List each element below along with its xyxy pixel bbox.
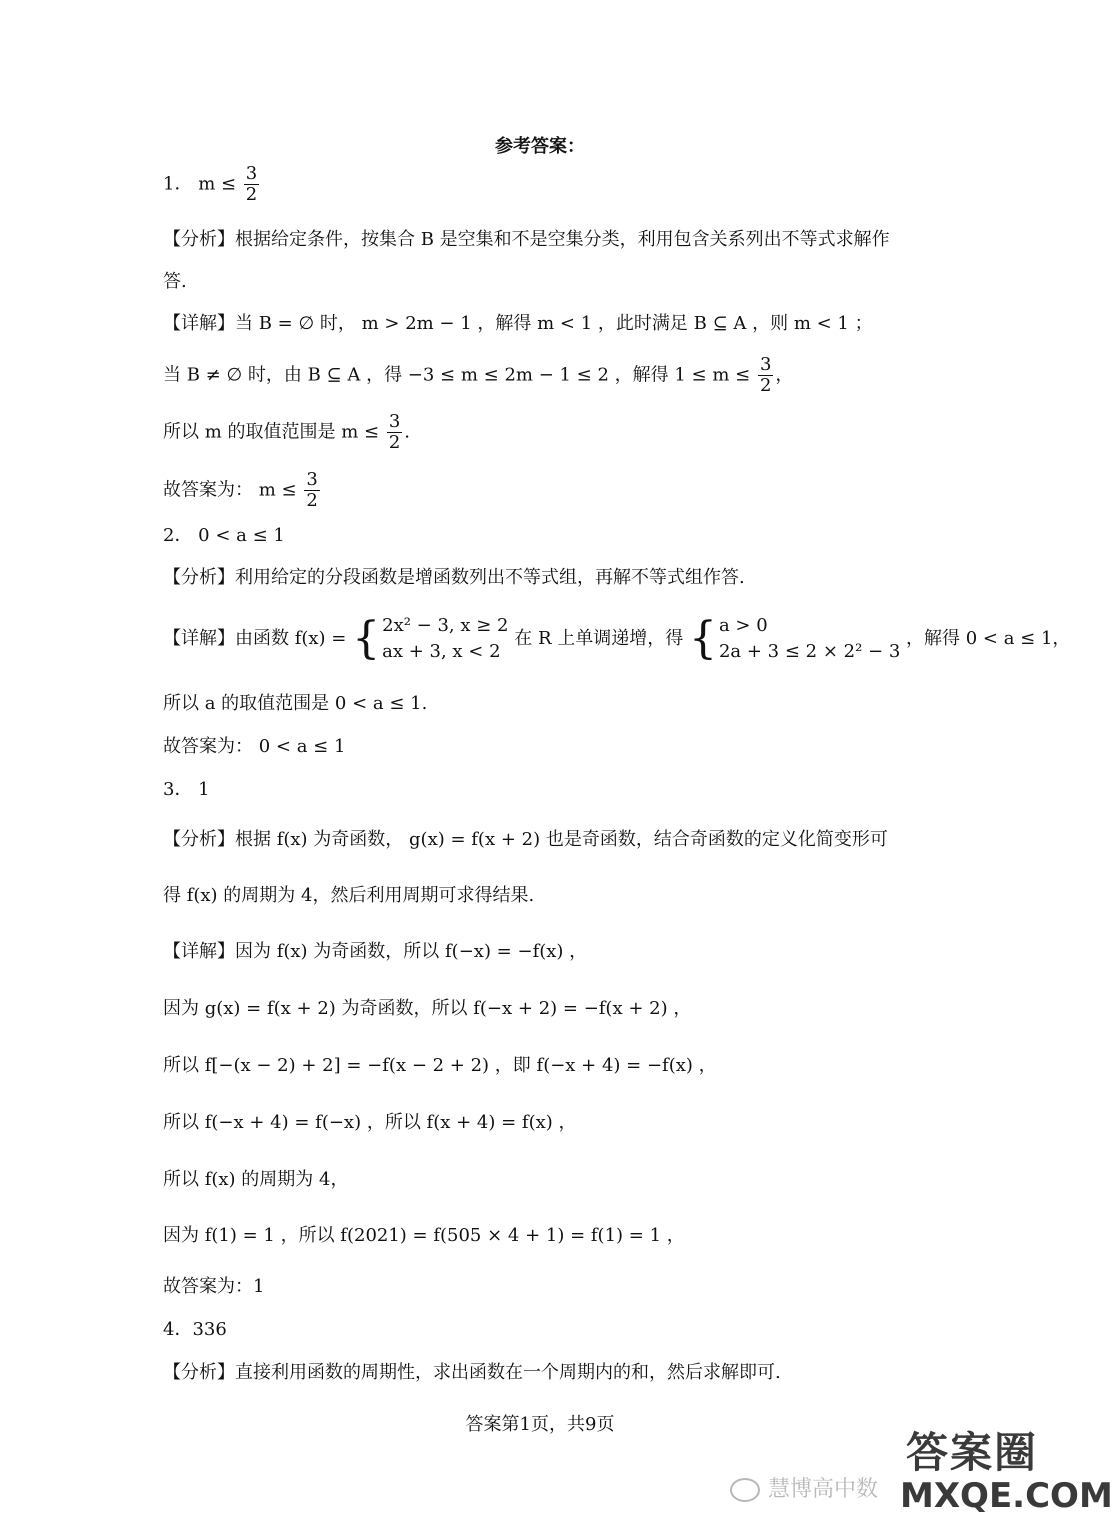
detail-1-line-1: 【详解】当 B = ∅ 时， m > 2m − 1 ，解得 m < 1 ，此时满足 B ⊆ A ，则 m < 1 ； bbox=[163, 313, 873, 334]
answer-1-number: 1． bbox=[163, 173, 193, 195]
watermark-account-text: 慧博高中数 bbox=[768, 1477, 879, 1502]
fraction-three-halves bbox=[387, 412, 402, 453]
analysis-1-line-1: 【分析】根据给定条件，按集合 B 是空集和不是空集分类，利用包含关系列出不等式求解作 bbox=[163, 229, 890, 250]
detail-3-line-5: 所以 f(x) 的周期为 4， bbox=[163, 1169, 349, 1190]
detail-2-text-b: 在 R 上单调递增，得 bbox=[514, 628, 684, 649]
detail-1-line-3-text: 所以 m 的取值范围是 m ≤ bbox=[163, 421, 380, 443]
fraction-three-halves bbox=[758, 355, 773, 396]
detail-3-line-4: 所以 f(−x + 4) = f(−x) ，所以 f(x + 4) = f(x) ， bbox=[163, 1112, 577, 1133]
detail-1-line-2-comma: ， bbox=[775, 364, 794, 386]
fraction-denominator: 2 bbox=[306, 490, 318, 511]
detail-1-line-2-text: 当 B ≠ ∅ 时，由 B ⊆ A ，得 −3 ≤ m ≤ 2m − 1 ≤ 2 ，解得 1 ≤ m ≤ bbox=[163, 364, 751, 386]
answer-2-heading: 2． 0 < a ≤ 1 bbox=[163, 525, 285, 546]
analysis-4: 【分析】直接利用函数的周期性，求出函数在一个周期内的和，然后求解即可. bbox=[163, 1362, 781, 1383]
detail-2-text-c: ，解得 0 < a ≤ 1， bbox=[906, 628, 1071, 649]
detail-1-line-2 bbox=[163, 355, 793, 396]
wechat-icon bbox=[730, 1478, 760, 1502]
page-footer: 答案第1页，共9页 bbox=[465, 1414, 615, 1435]
page-title: 参考答案： bbox=[495, 136, 585, 157]
inequality-case-1: a > 0 bbox=[718, 615, 768, 636]
analysis-2: 【分析】利用给定的分段函数是增函数列出不等式组，再解不等式组作答. bbox=[163, 567, 745, 588]
detail-3-line-3: 所以 f[−(x − 2) + 2] = −f(x − 2 + 2) ，即 f(−x + 4) = −f(x) ， bbox=[163, 1055, 717, 1076]
detail-3-line-2: 因为 g(x) = f(x + 2) 为奇函数，所以 f(−x + 2) = −f(x + 2) ， bbox=[163, 998, 692, 1019]
answer-1-heading bbox=[163, 164, 261, 205]
final-answer-1-text: 故答案为： m ≤ bbox=[163, 479, 297, 501]
answer-3-heading: 3． 1 bbox=[163, 779, 210, 800]
final-answer-2: 故答案为： 0 < a ≤ 1 bbox=[163, 736, 346, 757]
fraction-numerator: 3 bbox=[759, 354, 772, 375]
fraction-denominator: 2 bbox=[388, 432, 401, 453]
piecewise-case-1: 2x² − 3, x ≥ 2 bbox=[382, 615, 509, 636]
piecewise-case-2: ax + 3, x < 2 bbox=[382, 641, 501, 662]
detail-2-line-1 bbox=[163, 612, 1070, 666]
detail-3-line-6: 因为 f(1) = 1 ，所以 f(2021) = f(505 × 4 + 1) = f(1) = 1 ， bbox=[163, 1225, 685, 1246]
fraction-three-halves bbox=[304, 470, 319, 511]
left-brace-icon: { bbox=[688, 613, 717, 664]
piecewise-function bbox=[352, 613, 508, 665]
detail-1-line-3 bbox=[163, 412, 410, 453]
analysis-1-line-2: 答. bbox=[163, 271, 187, 292]
detail-2-text-a: 【详解】由函数 f(x) = bbox=[163, 628, 347, 649]
answer-4-heading: 4．336 bbox=[163, 1319, 227, 1340]
fraction-numerator: 3 bbox=[245, 163, 258, 184]
fraction-denominator: 2 bbox=[759, 375, 772, 396]
inequality-case-2: 2a + 3 ≤ 2 × 2² − 3 bbox=[718, 641, 901, 662]
watermark-logo bbox=[900, 1420, 1113, 1524]
analysis-3-line-2: 得 f(x) 的周期为 4，然后利用周期可求得结果. bbox=[163, 885, 535, 906]
fraction-three-halves bbox=[244, 164, 259, 205]
answer-1-expr: m ≤ bbox=[198, 173, 237, 195]
final-answer-1 bbox=[163, 470, 322, 511]
watermark-logo-cn: 答案圈 bbox=[906, 1428, 1039, 1477]
fraction-numerator: 3 bbox=[388, 411, 401, 432]
final-answer-3: 故答案为：1 bbox=[163, 1276, 265, 1297]
left-brace-icon: { bbox=[352, 613, 381, 664]
analysis-3-line-1: 【分析】根据 f(x) 为奇函数， g(x) = f(x + 2) 也是奇函数，结合奇函数的定义化简变形可 bbox=[163, 829, 888, 850]
detail-2-line-2: 所以 a 的取值范围是 0 < a ≤ 1. bbox=[163, 693, 428, 714]
inequality-cases bbox=[719, 613, 900, 665]
inequality-system bbox=[689, 613, 900, 665]
fraction-denominator: 2 bbox=[245, 184, 258, 205]
fraction-numerator: 3 bbox=[306, 469, 318, 490]
watermark-logo-en: MXQE.COM bbox=[900, 1476, 1113, 1516]
detail-1-line-3-period: . bbox=[404, 421, 411, 443]
piecewise-cases bbox=[382, 613, 508, 665]
detail-3-line-1: 【详解】因为 f(x) 为奇函数，所以 f(−x) = −f(x) ， bbox=[163, 941, 588, 962]
watermark-account bbox=[730, 1472, 878, 1503]
